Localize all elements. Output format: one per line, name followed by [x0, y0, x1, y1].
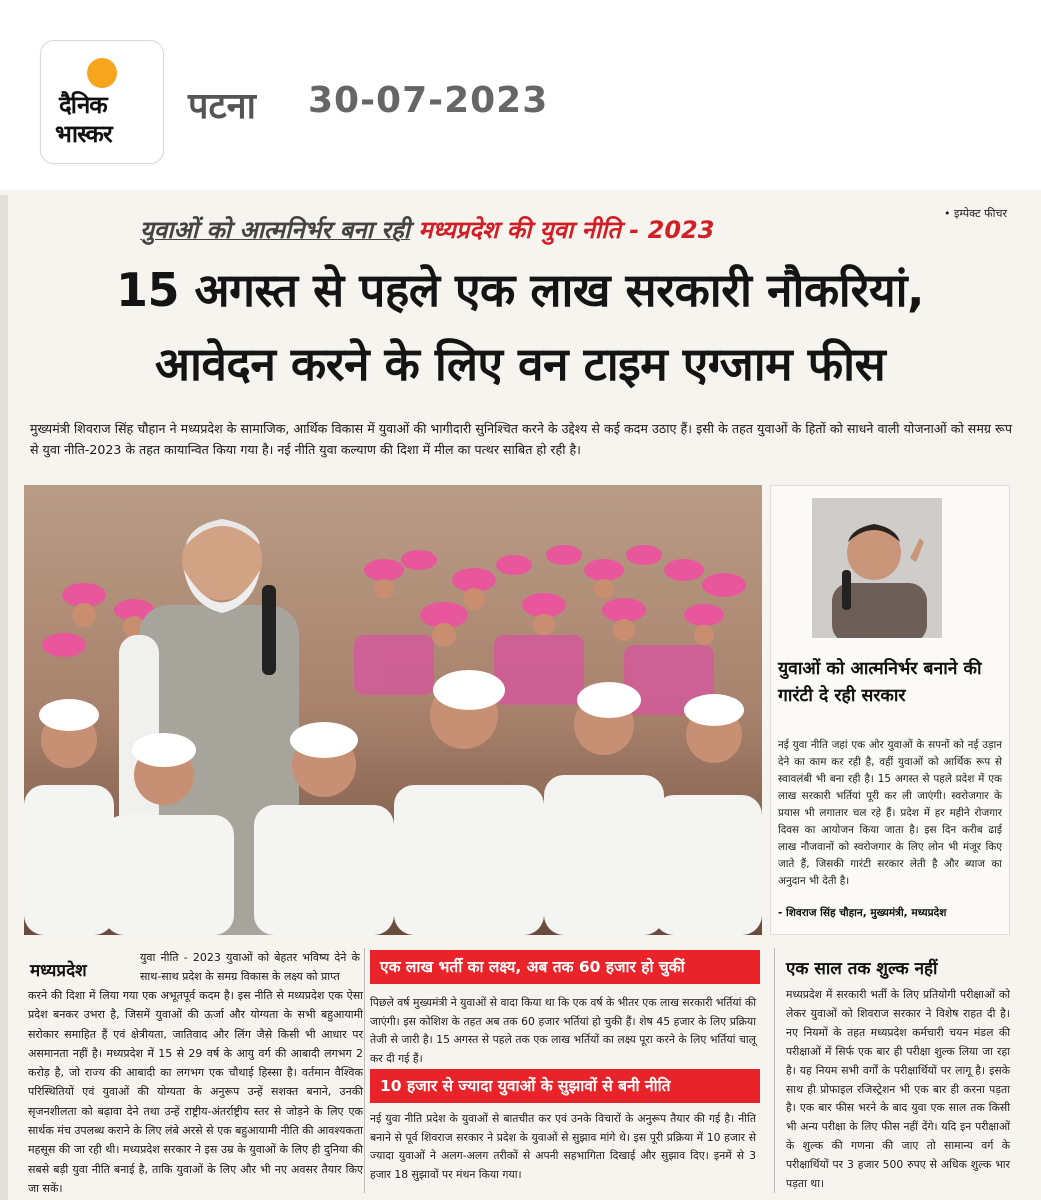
headline-line2: आवेदन करने के लिए वन टाइम एग्जाम फीस: [154, 337, 886, 391]
col3-body: मध्यप्रदेश में सरकारी भर्ती के लिए प्रतियोगी परीक्षाओं को लेकर युवाओं को शिवराज सरकार ने विशेष राहत दी है। नए नियमों के तहत मध्यप्रदेश कर्मचारी चयन मंडल की परीक्षाओं में सिर्फ एक बार ही परीक्षा शुल्क लिया जा रहा है। यह नियम सभी वर्गों के परीक्षार्थियों पर लागू है। इसके साथ ही प्रोफाइल रजिस्ट्रेशन भी एक बार ही करना पड़ता है। एक बार फीस भरने के बाद युवा एक साल तक किसी भी अन्य परीक्षा के लिए फीस नहीं देंगे। यदि इन परीक्षाओं के शुल्क की गणना की जाए तो सामान्य वर्ग के परीक्षार्थियों पर 3 हजार 500 रुपए से अधिक शुल्क भार पड़ता था।: [786, 988, 1010, 1191]
edition-date: 30-07-2023: [308, 80, 549, 121]
impact-feature-label: • इम्पेक्ट फीचर: [944, 207, 1007, 220]
col1-inline-text: युवा नीति - 2023 युवाओं को बेहतर भविष्य देने के साथ-साथ प्रदेश के समग्र विकास के लक्ष्य को प्राप्त: [140, 951, 360, 983]
logo-text-line1: दैनिक: [59, 91, 107, 119]
col3-title: एक साल तक शुल्क नहीं: [786, 959, 938, 979]
col2-heading-2: 10 हजार से ज्यादा युवाओं के सुझावों से बनी नीति: [370, 1069, 760, 1103]
app-header: [0, 0, 1041, 190]
column-divider: [364, 948, 365, 1193]
dainik-bhaskar-logo[interactable]: [40, 40, 164, 164]
sidebar-title: युवाओं को आत्मनिर्भर बनाने की गारंटी दे रही सरकार: [778, 659, 982, 706]
logo-text-line2: भास्कर: [55, 120, 112, 148]
col2-heading-1: एक लाख भर्ती का लक्ष्य, अब तक 60 हजार हो चुकीं: [370, 950, 760, 984]
col2-body-1: पिछले वर्ष मुख्यमंत्री ने युवाओं से वादा किया था कि एक वर्ष के भीतर एक लाख सरकारी भर्तियां की जाएंगी। इस कोशिश के तहत अब तक 60 हजार भर्तियां हो चुकी हैं। शेष 45 हजार के लिए प्रक्रिया तेजी से जारी है। 15 अगस्त से पहले तक एक लाख भर्तियों का लक्ष्य पूरा करने के लिए भर्तियां चालू कर दी गई हैं।: [370, 996, 756, 1066]
kicker-part2: मध्यप्रदेश की युवा नीति - 2023: [418, 216, 715, 244]
sidebar-signature: - शिवराज सिंह चौहान, मुख्यमंत्री, मध्यप्रदेश: [778, 907, 947, 919]
headline-line1: 15 अगस्त से पहले एक लाख सरकारी नौकरियां,: [115, 263, 925, 317]
kicker-part1: युवाओं को आत्मनिर्भर बना रही: [140, 216, 410, 244]
col1-title: मध्यप्रदेश: [30, 961, 87, 981]
page-edge: [0, 195, 8, 1200]
edition-city: पटना: [188, 86, 256, 127]
col2-body-2: नई युवा नीति प्रदेश के युवाओं से बातचीत कर एवं उनके विचारों के अनुरूप तैयार की गई है। नीति बनाने से पूर्व शिवराज सरकार ने प्रदेश के युवाओं से सुझाव मांगे थे। इस पूरी प्रक्रिया में 10 हजार से ज्यादा युवाओं ने अलग-अलग तरीकों से अपनी सहभागिता दिखाई और सुझाव दिए। इनमें से 3 हजार 18 सुझावों पर मंथन किया गया।: [370, 1112, 756, 1182]
kicker-line: [140, 213, 714, 246]
intro-paragraph: मुख्यमंत्री शिवराज सिंह चौहान ने मध्यप्रदेश के सामाजिक, आर्थिक विकास में युवाओं की भागीदारी सुनिश्चित करने के उद्देश्य से कई कदम उठाए हैं। इसी के तहत युवाओं के हितों को साधने वाली योजनाओं को समग्र रूप से युवा नीति-2023 के तहत कायान्वित किया गया है। नई नीति युवा कल्याण की दिशा में मील का पत्थर साबित हो रही है।: [30, 421, 1012, 457]
sidebar-body: नई युवा नीति जहां एक ओर युवाओं के सपनों को नई उड़ान देने का काम कर रही है, वहीं युवाओं को आर्थिक रूप से स्वावलंबी भी बना रही है। 15 अगस्त से पहले प्रदेश में एक लाख सरकारी भर्तियां पूरी कर ली जाएंगी। स्वरोजगार के प्रयास भी लगातार चल रहे हैं। प्रदेश में हर महीने रोजगार दिवस का आयोजन किया जाता है। इस दिन करीब ढाई लाख नौजवानों को स्वरोजगार के लिए लोन भी मंजूर किए जाते हैं, जिसकी गारंटी सरकार लेती है और ब्याज का अनुदान भी देती है।: [778, 739, 1002, 887]
main-photo: [24, 485, 762, 935]
cm-portrait: [812, 498, 942, 638]
sun-icon: [87, 58, 117, 88]
col1-body: करने की दिशा में लिया गया एक अभूतपूर्व कदम है। इस नीति से मध्यप्रदेश एक ऐसा प्रदेश बनकर उभरा है, जिसमें युवाओं की ऊर्जा और योग्यता के सभी बहुआयामी सरोकार समाहित हैं एवं क्षेत्रीयता, जातिवाद और लिंग जैसे किसी भी आधार पर असमानता नहीं है। मध्यप्रदेश में 15 से 29 वर्ष के आयु वर्ग की आबादी लगभग 2 करोड़ है, जो राज्य की आबादी का लगभग एक चौथाई हिस्सा है। वर्तमान वैश्विक परिस्थितियों एवं युवाओं की योग्यता के अनुरूप उन्हें सशक्त बनाने, उनकी सृजनशीलता को बढ़ावा देने तथा उन्हें राष्ट्रीय-अंतर्राष्ट्रीय स्तर से जोड़ने के लिए एक सार्थक मंच उपलब्ध कराने के लिए लंबे अरसे से एक बहुआयामी नीति की आवश्यकता महसूस की जा रही थी। मध्यप्रदेश सरकार ने इस उम्र के युवाओं के लिए ही दुनिया की सबसे बड़ी युवा नीति बनाई है, ताकि युवाओं के लिए और भी नए अवसर तैयार किए जा सकें।: [28, 989, 363, 1195]
column-divider: [774, 948, 775, 1193]
